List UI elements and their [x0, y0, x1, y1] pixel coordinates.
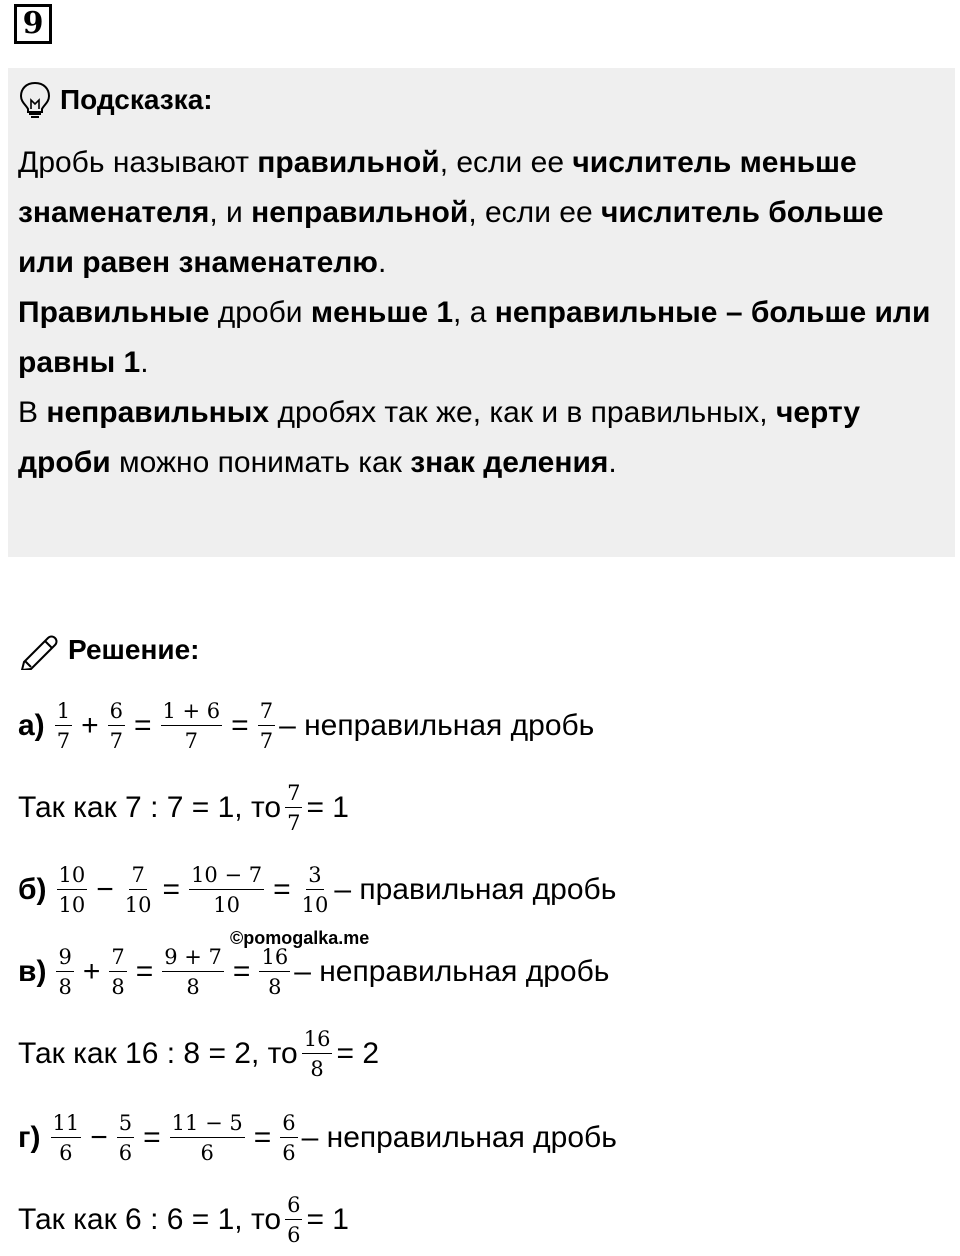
- result-text: – неправильная дробь: [279, 709, 595, 742]
- equals-sign: =: [143, 1121, 161, 1154]
- operator: +: [82, 955, 101, 988]
- item-label: б): [18, 873, 47, 906]
- fraction: $\frac{7}{7}$: [259, 699, 274, 753]
- text-run: , если ее: [468, 196, 601, 229]
- text-run: .: [608, 446, 617, 479]
- equals-sign: =: [135, 955, 154, 988]
- fraction: $\frac{9}{8}$: [58, 945, 72, 999]
- hint-paragraph: [18, 288, 943, 388]
- solution-header: [18, 628, 199, 672]
- fraction: $\frac{6}{6}$: [282, 1111, 296, 1165]
- item-label: в): [18, 955, 47, 988]
- task-number: 9: [14, 4, 52, 44]
- equals-sign: =: [273, 873, 291, 906]
- solution-line-b: [18, 860, 616, 920]
- fraction: $\frac{10 - 7}{10}$: [191, 863, 263, 917]
- fraction: $\frac{1}{7}$: [56, 699, 71, 753]
- solution-line-g-check: [18, 1190, 349, 1250]
- fraction: $\frac{1 + 6}{7}$: [162, 699, 221, 753]
- equals-sign: =: [232, 955, 251, 988]
- lightbulb-icon: [18, 81, 52, 119]
- text-run: , а: [453, 296, 495, 329]
- hint-header: [18, 80, 213, 120]
- text-run: В: [18, 396, 47, 429]
- solution-line-a: [18, 696, 594, 756]
- solution-line-v-check: [18, 1024, 379, 1084]
- operator: −: [96, 873, 114, 906]
- check-result: = 1: [306, 791, 349, 824]
- bold-term: числитель больше или равен знаменателю: [18, 196, 884, 279]
- text-run: можно понимать как: [110, 446, 411, 479]
- fraction: $\frac{6}{7}$: [109, 699, 123, 753]
- fraction: $\frac{11}{6}$: [52, 1111, 80, 1165]
- text-run: Дробь называют: [18, 146, 258, 179]
- check-result: = 2: [336, 1037, 380, 1070]
- bold-term: правильной: [257, 146, 440, 179]
- hint-text: [18, 138, 943, 488]
- text-run: дробях так же, как и в правильных,: [269, 396, 776, 429]
- operator: −: [90, 1121, 108, 1154]
- hint-paragraph: [18, 388, 943, 488]
- text-run: .: [377, 246, 387, 279]
- check-text: Так как 7 : 7 = 1, то: [18, 791, 282, 824]
- bold-term: черту дроби: [18, 396, 861, 479]
- bold-term: числитель меньше знаменателя: [18, 146, 857, 229]
- hint-title: Подсказка:: [60, 84, 213, 115]
- watermark: ©pomogalka.me: [230, 928, 370, 948]
- hint-paragraph: [18, 138, 943, 288]
- result-text: – правильная дробь: [334, 873, 617, 906]
- bold-term: неправильной: [251, 196, 469, 229]
- fraction: $\frac{9 + 7}{8}$: [164, 945, 222, 999]
- solution-line-a-check: [18, 778, 349, 838]
- fraction: $\frac{16}{8}$: [303, 1027, 331, 1081]
- item-label: а): [18, 709, 45, 742]
- equals-sign: =: [253, 1121, 272, 1154]
- equals-sign: =: [133, 709, 152, 742]
- equals-sign: =: [231, 709, 249, 742]
- fraction: $\frac{16}{8}$: [261, 945, 289, 999]
- check-text: Так как 16 : 8 = 2, то: [18, 1037, 298, 1070]
- fraction: $\frac{6}{6}$: [287, 1193, 301, 1247]
- item-label: г): [18, 1121, 41, 1154]
- solution-title: Решение:: [68, 634, 200, 665]
- fraction: $\frac{7}{7}$: [287, 781, 301, 835]
- text-run: .: [140, 346, 149, 379]
- fraction: $\frac{7}{10}$: [124, 863, 152, 917]
- fraction: $\frac{10}{10}$: [58, 863, 86, 917]
- fraction: $\frac{11 - 5}{6}$: [171, 1111, 243, 1165]
- fraction: $\frac{7}{8}$: [111, 945, 125, 999]
- bold-term: меньше 1: [310, 296, 454, 329]
- bold-term: неправильных: [46, 396, 270, 429]
- fraction: $\frac{5}{6}$: [118, 1111, 133, 1165]
- result-text: – неправильная дробь: [294, 955, 610, 988]
- solution-line-v: [18, 942, 609, 1002]
- bold-term: Правильные: [18, 296, 210, 329]
- text-run: , если ее: [439, 146, 573, 179]
- bold-term: знак деления: [410, 446, 609, 479]
- fraction: $\frac{3}{10}$: [301, 863, 329, 917]
- text-run: , и: [209, 196, 252, 229]
- operator: +: [81, 709, 99, 742]
- result-text: – неправильная дробь: [301, 1121, 617, 1154]
- pencil-icon: [18, 630, 62, 670]
- bold-term: неправильные – больше или равны 1: [18, 296, 931, 379]
- equals-sign: =: [162, 873, 181, 906]
- solution-line-g: [18, 1108, 617, 1168]
- check-text: Так как 6 : 6 = 1, то: [18, 1203, 282, 1236]
- check-result: = 1: [306, 1203, 349, 1236]
- text-run: дроби: [209, 296, 311, 329]
